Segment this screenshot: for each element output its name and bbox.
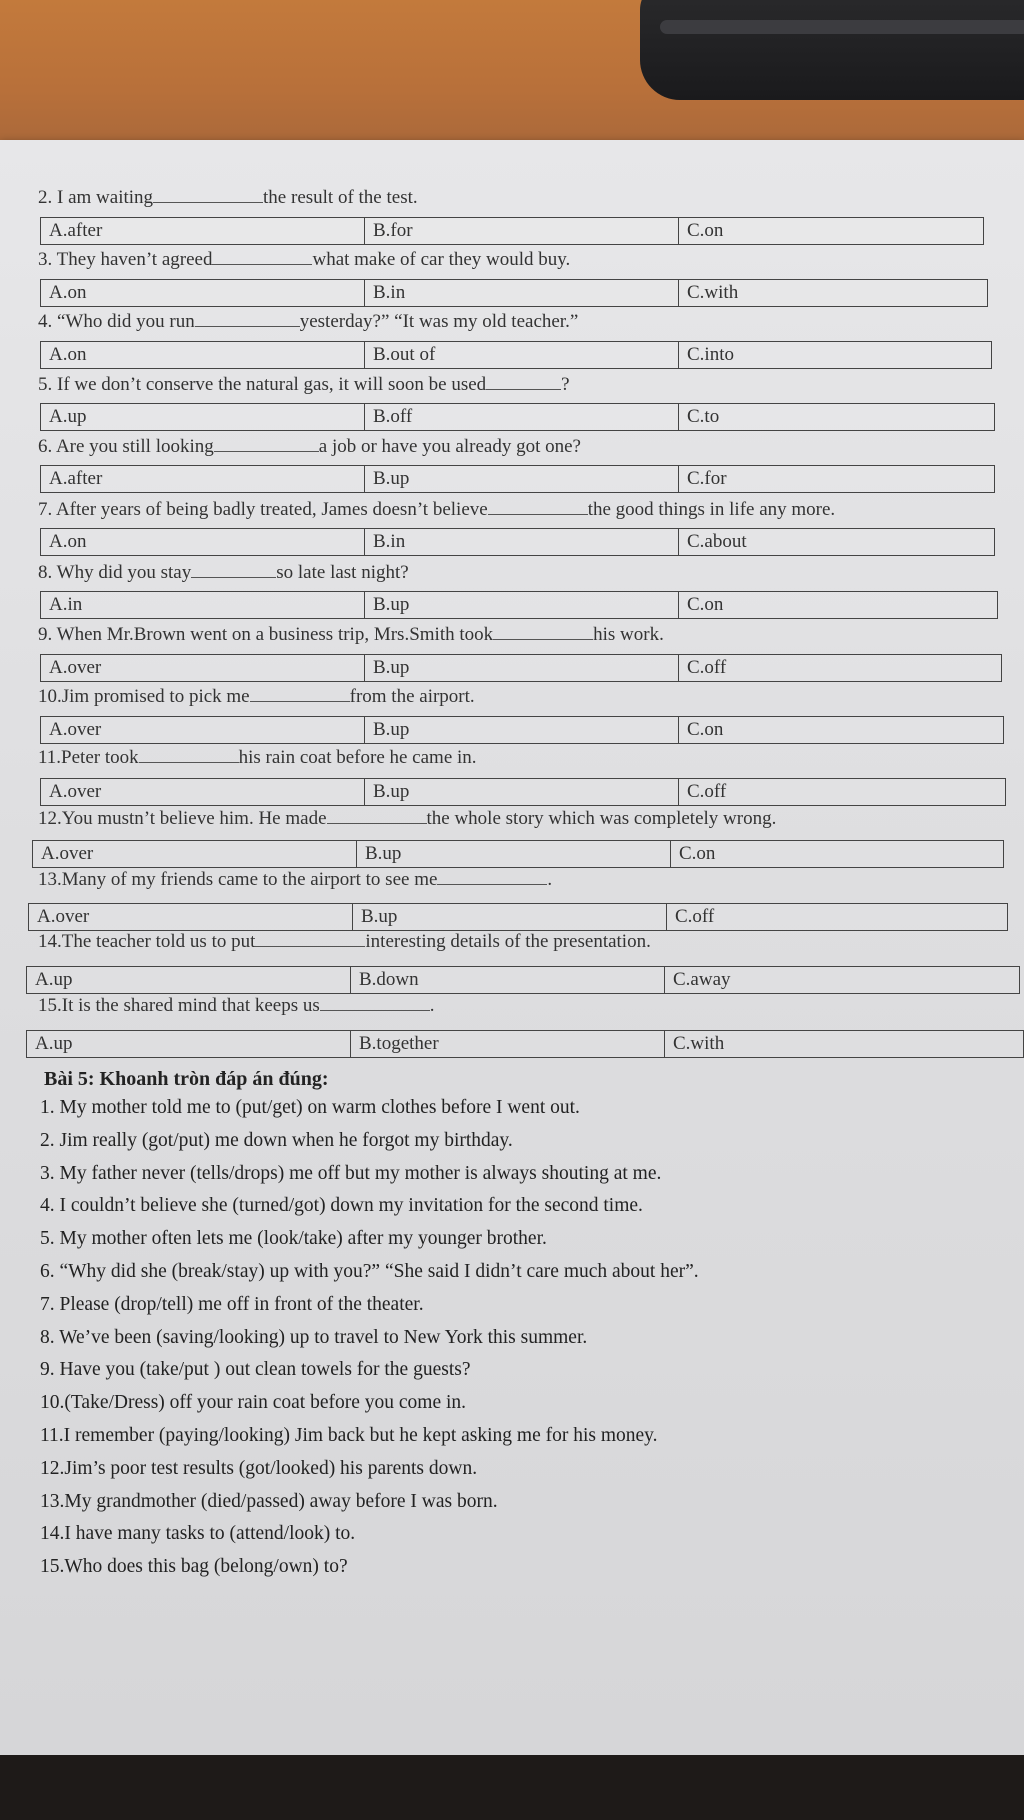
options-row [40,465,995,493]
option-a[interactable]: A.after [41,218,365,244]
exercise-item: 2. Jim really (got/put) me down when he forgot my birthday. [40,1129,513,1151]
option-b[interactable]: B.together [351,1031,665,1057]
options-row [28,903,1008,931]
option-c[interactable]: C.on [687,594,724,615]
question-text: After years of being badly treated, James doesn’t believe [55,499,488,520]
option-a[interactable]: A.over [33,841,357,867]
question-line [38,995,435,1017]
question-line [38,624,664,646]
question-text: The teacher told us to put [61,931,256,952]
options-row [40,654,1002,682]
options-row [40,341,992,369]
option-a[interactable]: A.over [29,904,353,930]
question-text-after: the result of the test. [263,187,418,208]
option-c[interactable]: C.on [679,843,716,864]
answer-blank[interactable] [153,202,263,203]
question-text-after: from the airport. [349,686,475,707]
question-text-after: his rain coat before he came in. [238,747,477,768]
answer-blank[interactable] [191,577,276,578]
question-number: 7. [38,499,56,520]
answer-blank[interactable] [486,389,561,390]
exercise-item: 11.I remember (paying/looking) Jim back but he kept asking me for his money. [40,1425,658,1446]
question-line [38,436,581,458]
question-text: “Who did you run [57,311,195,332]
question-text: They haven’t agreed [56,249,213,270]
question-text: Many of my friends came to the airport to see me [61,869,438,890]
option-c[interactable]: C.off [687,781,727,802]
option-a[interactable]: A.up [27,967,351,993]
options-row [40,217,984,245]
exercise-item: 4. I couldn’t believe she (turned/got) down my invitation for the second time. [40,1195,643,1217]
answer-blank[interactable] [488,514,588,515]
question-number: 3. [38,249,57,270]
options-row [26,966,1020,994]
question-text-after: what make of car they would buy. [312,249,571,270]
question-text-after: the whole story which was completely wrong. [426,808,777,829]
question-text-after: . [547,869,553,890]
answer-blank[interactable] [327,823,427,824]
question-text-after: his work. [593,624,664,645]
question-line [38,374,570,396]
exercise-item: 15.Who does this bag (belong/own) to? [40,1556,348,1578]
answer-blank[interactable] [250,701,350,702]
question-number: 8. [38,562,57,583]
question-number: 15. [38,995,62,1016]
answer-blank[interactable] [437,884,547,885]
question-line [38,747,477,769]
options-row [40,528,995,556]
option-b[interactable]: B.off [365,404,679,430]
question-text: Are you still looking [55,436,214,457]
question-line [38,931,651,953]
keyboard-device [640,0,1024,100]
exercise-item: 5. My mother often lets me (look/take) after my younger brother. [40,1228,547,1250]
option-c[interactable]: C.with [673,1033,725,1054]
question-line [38,311,578,333]
option-a[interactable]: A.over [41,717,365,743]
options-row [40,716,1004,744]
option-b[interactable]: B.for [365,218,679,244]
options-row [40,403,995,431]
question-text-after: interesting details of the presentation. [365,931,651,952]
option-b[interactable]: B.out of [365,342,679,368]
exercise-item: 6. “Why did she (break/stay) up with you?” “She said I didn’t care much about her”. [40,1261,699,1282]
options-row [40,778,1006,806]
question-text: I am waiting [57,187,154,208]
question-text-after: a job or have you already got one? [318,436,581,457]
question-number: 13. [38,869,62,890]
question-text-after: ? [561,374,570,395]
option-a[interactable]: A.in [41,592,365,618]
option-b[interactable]: B.up [357,841,671,867]
exercise-item: 13.My grandmother (died/passed) away before I was born. [40,1490,498,1512]
option-a[interactable]: A.on [41,529,365,555]
question-text-after: . [429,995,435,1016]
answer-blank[interactable] [214,451,319,452]
option-b[interactable]: B.in [365,280,679,306]
option-b[interactable]: B.up [365,717,679,743]
exercise-item: 12.Jim’s poor test results (got/looked) his parents down. [40,1457,478,1479]
question-number: 9. [38,624,57,645]
option-b[interactable]: B.up [365,466,679,492]
exercise-item: 9. Have you (take/put ) out clean towels for the guests? [40,1359,471,1381]
question-number: 10. [38,686,62,707]
question-text: When Mr.Brown went on a business trip, Mrs.Smith took [56,624,494,645]
question-text: It is the shared mind that keeps us [61,995,320,1016]
exercise-item: 10.(Take/Dress) off your rain coat before you come in. [40,1392,467,1414]
question-text: Jim promised to pick me [61,686,250,707]
question-number: 14. [38,931,62,952]
question-text-after: yesterday?” “It was my old teacher.” [299,311,579,332]
question-text: Peter took [61,747,139,768]
answer-blank[interactable] [255,946,365,947]
option-b[interactable]: B.up [365,592,679,618]
options-row [26,1030,1024,1058]
question-number: 4. [38,311,57,332]
question-number: 6. [38,436,56,457]
exercise-item: 14.I have many tasks to (attend/look) to. [40,1523,356,1545]
question-line [38,869,552,891]
exercise-item: 8. We’ve been (saving/looking) up to travel to New York this summer. [40,1326,588,1348]
option-c[interactable]: C.for [687,468,727,489]
exercise-item: 1. My mother told me to (put/get) on warm clothes before I went out. [40,1097,580,1118]
option-b[interactable]: B.down [351,967,665,993]
option-c[interactable]: C.on [687,220,724,241]
option-a[interactable]: A.over [41,655,365,681]
answer-blank[interactable] [212,264,312,265]
option-c[interactable]: C.away [673,969,731,990]
question-line [38,562,409,584]
section-title: Bài 5: Khoanh tròn đáp án đúng: [44,1068,329,1090]
question-text: Why did you stay [56,562,192,583]
option-c[interactable]: C.to [687,406,720,427]
question-number: 2. [38,187,57,208]
options-row [40,279,988,307]
question-text: If we don’t conserve the natural gas, it will soon be used [57,374,487,395]
option-c[interactable]: C.with [687,282,739,303]
option-a[interactable]: A.after [41,466,365,492]
answer-blank[interactable] [320,1010,430,1011]
desk-bottom-edge [0,1755,1024,1820]
answer-blank[interactable] [493,639,593,640]
option-c[interactable]: C.off [675,906,715,927]
option-c[interactable]: C.off [687,657,727,678]
question-number: 5. [38,374,57,395]
option-a[interactable]: A.on [41,280,365,306]
option-b[interactable]: B.up [365,779,679,805]
answer-blank[interactable] [195,326,300,327]
question-line [38,187,418,209]
option-c[interactable]: C.about [687,531,747,552]
question-text-after: the good things in life any more. [587,499,836,520]
answer-blank[interactable] [139,762,239,763]
option-a[interactable]: A.over [41,779,365,805]
option-a[interactable]: A.up [41,404,365,430]
option-c[interactable]: C.on [687,719,724,740]
exercise-item: 7. Please (drop/tell) me off in front of the theater. [40,1293,424,1315]
option-a[interactable]: A.up [27,1031,351,1057]
question-number: 11. [38,747,62,768]
options-row [32,840,1004,868]
option-b[interactable]: B.in [365,529,679,555]
question-text-after: so late last night? [276,562,409,583]
question-text: You mustn’t believe him. He made [61,808,327,829]
option-a[interactable]: A.on [41,342,365,368]
question-number: 12. [38,808,62,829]
options-row [40,591,998,619]
question-line [38,686,475,708]
option-c[interactable]: C.into [687,344,734,365]
option-b[interactable]: B.up [365,655,679,681]
question-line [38,499,835,521]
exercise-item: 3. My father never (tells/drops) me off but my mother is always shouting at me. [40,1162,662,1184]
option-b[interactable]: B.up [353,904,667,930]
question-line [38,808,776,830]
question-line [38,249,570,271]
